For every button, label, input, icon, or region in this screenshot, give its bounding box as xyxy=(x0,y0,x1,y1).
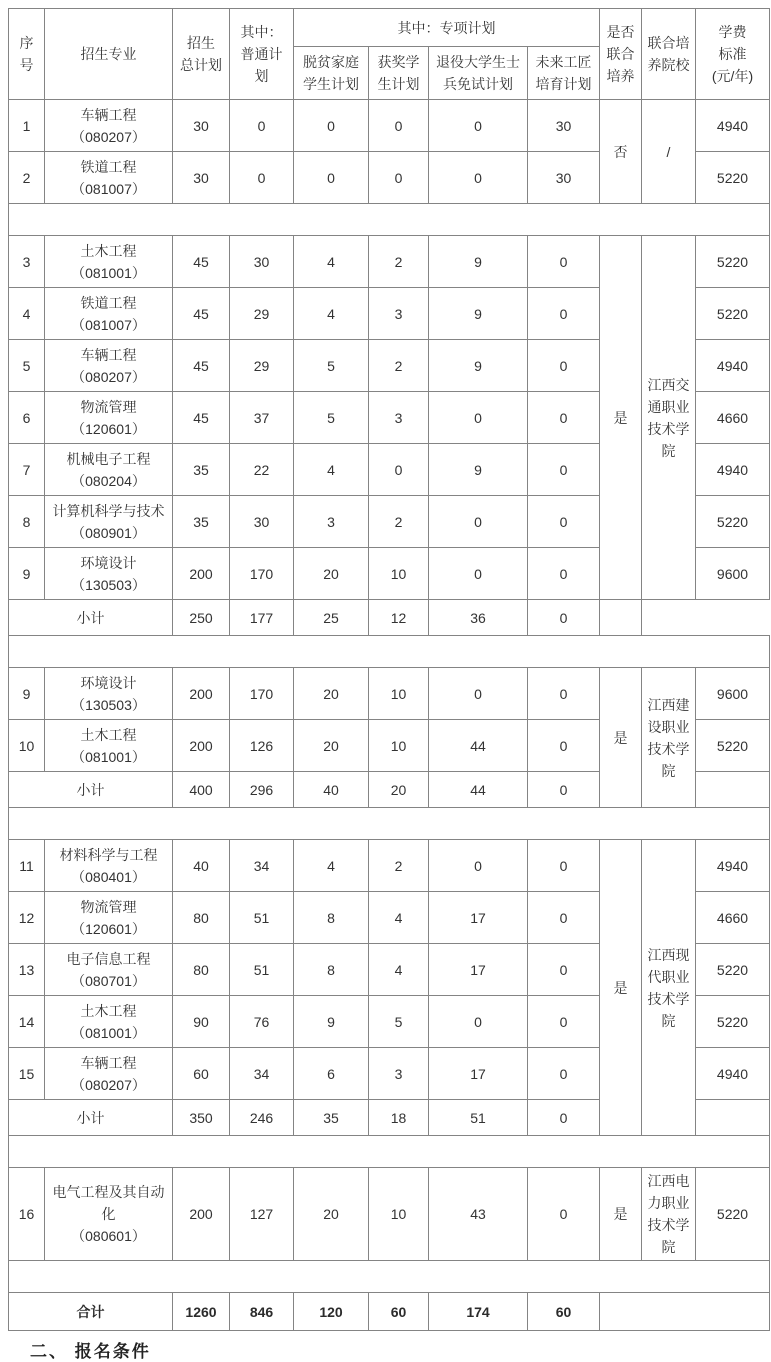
cell-joint: 是 xyxy=(600,668,642,808)
cell-serial: 6 xyxy=(9,392,45,444)
major-name: 土木工程 xyxy=(80,1002,137,1019)
cell-award: 10 xyxy=(369,1168,429,1261)
cell-veteran: 0 xyxy=(429,548,528,600)
cell-poverty: 8 xyxy=(294,944,369,996)
cell-craftsman: 0 xyxy=(528,288,600,340)
cell-craftsman: 0 xyxy=(528,1048,600,1100)
major-code: （080207） xyxy=(71,368,146,385)
cell-award: 10 xyxy=(369,720,429,772)
cell-serial: 9 xyxy=(9,548,45,600)
cell-veteran: 17 xyxy=(429,1048,528,1100)
cell-poverty: 4 xyxy=(294,236,369,288)
major-code: （081001） xyxy=(71,1024,146,1041)
cell-total: 35 xyxy=(173,496,230,548)
cell-joint-school: 江西现代职业技术学院 xyxy=(642,840,696,1136)
cell-award: 0 xyxy=(369,100,429,152)
major-name: 计算机科学与技术 xyxy=(52,502,165,519)
major-name: 电子信息工程 xyxy=(66,950,151,967)
cell-regular: 126 xyxy=(230,720,294,772)
major-name: 机械电子工程 xyxy=(66,450,151,467)
cell-poverty: 4 xyxy=(294,840,369,892)
cell-veteran: 9 xyxy=(429,444,528,496)
major-name: 铁道工程 xyxy=(80,158,137,175)
cell-poverty: 20 xyxy=(294,548,369,600)
cell-joint: 是 xyxy=(600,840,642,1136)
cell-award: 20 xyxy=(369,772,429,808)
table-row xyxy=(9,840,770,892)
header-major: 招生专业 xyxy=(45,9,173,100)
cell-joint: 是 xyxy=(600,1168,642,1261)
cell-craftsman: 0 xyxy=(528,1100,600,1136)
cell-award: 10 xyxy=(369,668,429,720)
cell-poverty: 35 xyxy=(294,1100,369,1136)
cell-award: 4 xyxy=(369,944,429,996)
header-award-plan: 获奖学 生计划 xyxy=(369,47,429,100)
cell-tuition: 5220 xyxy=(696,236,770,288)
cell-craftsman: 0 xyxy=(528,392,600,444)
major-name: 环境设计 xyxy=(80,554,137,571)
major-code: （080207） xyxy=(71,1076,146,1093)
cell-award: 12 xyxy=(369,600,429,636)
cell-poverty: 4 xyxy=(294,444,369,496)
spacer-cell xyxy=(9,1136,770,1168)
cell-award: 0 xyxy=(369,444,429,496)
cell-tuition: 5220 xyxy=(696,496,770,548)
cell-serial: 5 xyxy=(9,340,45,392)
cell-total: 45 xyxy=(173,392,230,444)
cell-craftsman: 0 xyxy=(528,1168,600,1261)
table-row xyxy=(9,100,770,152)
cell-major xyxy=(45,236,173,288)
cell-regular: 51 xyxy=(230,892,294,944)
major-name: 土木工程 xyxy=(80,242,137,259)
cell-total: 45 xyxy=(173,288,230,340)
cell-poverty: 0 xyxy=(294,100,369,152)
cell-total: 80 xyxy=(173,892,230,944)
cell-tuition: 4940 xyxy=(696,840,770,892)
header-tuition: 学费 标准 (元/年) xyxy=(696,9,770,100)
cell-craftsman: 30 xyxy=(528,152,600,204)
table-row xyxy=(9,668,770,720)
cell-poverty: 25 xyxy=(294,600,369,636)
cell-tuition: 5220 xyxy=(696,944,770,996)
major-code: （081001） xyxy=(71,748,146,765)
cell-tuition: 5220 xyxy=(696,720,770,772)
major-name: 车辆工程 xyxy=(80,1054,137,1071)
section-heading: 二、 报名条件 xyxy=(30,1342,151,1361)
cell-veteran: 36 xyxy=(429,600,528,636)
cell-total: 30 xyxy=(173,100,230,152)
cell-veteran: 9 xyxy=(429,340,528,392)
cell-award: 3 xyxy=(369,392,429,444)
cell-award: 2 xyxy=(369,496,429,548)
cell-award: 10 xyxy=(369,548,429,600)
cell-total: 350 xyxy=(173,1100,230,1136)
spacer-cell xyxy=(9,636,770,668)
cell-joint-school: 江西建设职业技术学院 xyxy=(642,668,696,808)
header-total-plan: 招生 总计划 xyxy=(173,9,230,100)
cell-veteran: 17 xyxy=(429,944,528,996)
cell-tuition: 5220 xyxy=(696,1168,770,1261)
cell-major xyxy=(45,444,173,496)
cell-regular: 296 xyxy=(230,772,294,808)
table-row xyxy=(9,1168,770,1261)
cell-serial: 10 xyxy=(9,720,45,772)
cell-tuition: 4940 xyxy=(696,444,770,496)
cell-regular: 127 xyxy=(230,1168,294,1261)
major-name: 物流管理 xyxy=(80,898,137,915)
cell-serial: 3 xyxy=(9,236,45,288)
subtotal-label: 小计 xyxy=(9,1100,173,1136)
cell-total: 60 xyxy=(173,1048,230,1100)
cell-craftsman: 0 xyxy=(528,496,600,548)
cell-craftsman: 0 xyxy=(528,600,600,636)
cell-major xyxy=(45,996,173,1048)
cell-veteran: 9 xyxy=(429,288,528,340)
cell-serial: 1 xyxy=(9,100,45,152)
cell-total: 35 xyxy=(173,444,230,496)
cell-craftsman: 0 xyxy=(528,668,600,720)
cell-award: 4 xyxy=(369,892,429,944)
cell-tuition: 5220 xyxy=(696,288,770,340)
cell-total: 1260 xyxy=(173,1293,230,1331)
cell-veteran: 0 xyxy=(429,840,528,892)
cell-major xyxy=(45,288,173,340)
cell-serial: 15 xyxy=(9,1048,45,1100)
spacer-cell xyxy=(9,808,770,840)
header-veteran-plan: 退役大学生士 兵免试计划 xyxy=(429,47,528,100)
cell-veteran: 44 xyxy=(429,772,528,808)
header-special-plans-group: 其中：专项计划 xyxy=(294,9,600,47)
cell-veteran: 0 xyxy=(429,100,528,152)
cell-award: 18 xyxy=(369,1100,429,1136)
cell-veteran: 44 xyxy=(429,720,528,772)
cell-regular: 170 xyxy=(230,668,294,720)
cell-craftsman: 0 xyxy=(528,444,600,496)
grand-total-label: 合计 xyxy=(9,1293,173,1331)
grand-total-row xyxy=(9,1293,770,1331)
cell-tuition: 4940 xyxy=(696,100,770,152)
cell-total: 200 xyxy=(173,1168,230,1261)
cell-total: 200 xyxy=(173,668,230,720)
cell-veteran: 17 xyxy=(429,892,528,944)
cell-poverty: 8 xyxy=(294,892,369,944)
cell-poverty: 5 xyxy=(294,340,369,392)
cell-regular: 0 xyxy=(230,100,294,152)
major-code: （080901） xyxy=(71,524,146,541)
major-name: 车辆工程 xyxy=(80,346,137,363)
major-code: （120601） xyxy=(71,920,146,937)
cell-veteran: 9 xyxy=(429,236,528,288)
cell-tuition: 5220 xyxy=(696,152,770,204)
cell-regular: 177 xyxy=(230,600,294,636)
cell-craftsman: 0 xyxy=(528,720,600,772)
cell-tuition: 5220 xyxy=(696,996,770,1048)
cell-regular: 37 xyxy=(230,392,294,444)
cell-craftsman: 0 xyxy=(528,840,600,892)
cell-joint-school: 江西交通职业技术学院 xyxy=(642,236,696,600)
cell-regular: 29 xyxy=(230,288,294,340)
cell-major xyxy=(45,100,173,152)
cell-award: 3 xyxy=(369,1048,429,1100)
cell-tuition: 9600 xyxy=(696,668,770,720)
spacer-row xyxy=(9,1261,770,1293)
cell-poverty: 20 xyxy=(294,1168,369,1261)
major-name: 电气工程及其自动化 xyxy=(52,1184,165,1222)
cell-joint: 否 xyxy=(600,100,642,204)
cell-poverty: 20 xyxy=(294,720,369,772)
cell-total: 200 xyxy=(173,548,230,600)
cell-poverty: 3 xyxy=(294,496,369,548)
header-craftsman-plan: 未来工匠 培育计划 xyxy=(528,47,600,100)
cell-tuition: 4660 xyxy=(696,892,770,944)
cell-poverty: 9 xyxy=(294,996,369,1048)
cell-regular: 22 xyxy=(230,444,294,496)
spacer-cell xyxy=(9,1261,770,1293)
cell-regular: 34 xyxy=(230,1048,294,1100)
cell-tuition: 4660 xyxy=(696,392,770,444)
cell-serial: 16 xyxy=(9,1168,45,1261)
cell-major xyxy=(45,720,173,772)
header-poverty-plan: 脱贫家庭 学生计划 xyxy=(294,47,369,100)
cell-serial: 11 xyxy=(9,840,45,892)
cell-serial: 8 xyxy=(9,496,45,548)
cell-craftsman: 0 xyxy=(528,236,600,288)
cell-serial: 7 xyxy=(9,444,45,496)
cell-joint-school: 江西电力职业技术学院 xyxy=(642,1168,696,1261)
cell-joint-school: / xyxy=(642,100,696,204)
cell-regular: 76 xyxy=(230,996,294,1048)
header-regular-plan: 其中： 普通计划 xyxy=(230,9,294,100)
major-code: （080207） xyxy=(71,128,146,145)
cell-award: 60 xyxy=(369,1293,429,1331)
cell-veteran: 0 xyxy=(429,996,528,1048)
cell-major xyxy=(45,1168,173,1261)
spacer-row xyxy=(9,636,770,668)
empty-cell xyxy=(600,1293,770,1331)
cell-major xyxy=(45,892,173,944)
cell-regular: 34 xyxy=(230,840,294,892)
major-code: （081007） xyxy=(71,316,146,333)
major-code: （081007） xyxy=(71,180,146,197)
major-code: （080204） xyxy=(71,472,146,489)
cell-craftsman: 0 xyxy=(528,944,600,996)
major-name: 土木工程 xyxy=(80,726,137,743)
cell-poverty: 20 xyxy=(294,668,369,720)
cell-total: 400 xyxy=(173,772,230,808)
major-name: 材料科学与工程 xyxy=(59,846,158,863)
cell-major xyxy=(45,496,173,548)
cell-poverty: 4 xyxy=(294,288,369,340)
cell-veteran: 51 xyxy=(429,1100,528,1136)
cell-major xyxy=(45,944,173,996)
cell-craftsman: 60 xyxy=(528,1293,600,1331)
cell-total: 250 xyxy=(173,600,230,636)
cell-regular: 846 xyxy=(230,1293,294,1331)
major-name: 车辆工程 xyxy=(80,106,137,123)
major-name: 铁道工程 xyxy=(80,294,137,311)
cell-veteran: 174 xyxy=(429,1293,528,1331)
cell-total: 45 xyxy=(173,340,230,392)
major-code: （130503） xyxy=(71,696,146,713)
cell-major xyxy=(45,340,173,392)
subtotal-label: 小计 xyxy=(9,772,173,808)
cell-total: 90 xyxy=(173,996,230,1048)
cell-total: 45 xyxy=(173,236,230,288)
cell-poverty: 40 xyxy=(294,772,369,808)
cell-regular: 30 xyxy=(230,496,294,548)
cell-total: 80 xyxy=(173,944,230,996)
cell-craftsman: 30 xyxy=(528,100,600,152)
empty-cell xyxy=(600,600,642,636)
cell-veteran: 0 xyxy=(429,668,528,720)
cell-tuition: 4940 xyxy=(696,1048,770,1100)
cell-poverty: 0 xyxy=(294,152,369,204)
cell-craftsman: 0 xyxy=(528,340,600,392)
cell-serial: 4 xyxy=(9,288,45,340)
cell-joint: 是 xyxy=(600,236,642,600)
cell-award: 2 xyxy=(369,840,429,892)
cell-total: 40 xyxy=(173,840,230,892)
header-joint-training: 是否 联合 培养 xyxy=(600,9,642,100)
spacer-row xyxy=(9,808,770,840)
cell-serial: 14 xyxy=(9,996,45,1048)
cell-award: 0 xyxy=(369,152,429,204)
major-code: （080601） xyxy=(71,1228,146,1244)
cell-award: 2 xyxy=(369,236,429,288)
header-serial: 序号 xyxy=(9,9,45,100)
cell-serial: 13 xyxy=(9,944,45,996)
cell-veteran: 0 xyxy=(429,152,528,204)
cell-major xyxy=(45,840,173,892)
cell-craftsman: 0 xyxy=(528,996,600,1048)
cell-craftsman: 0 xyxy=(528,548,600,600)
empty-cell xyxy=(696,772,770,808)
spacer-row xyxy=(9,204,770,236)
cell-major xyxy=(45,548,173,600)
major-code: （080701） xyxy=(71,972,146,989)
subtotal-row xyxy=(9,600,770,636)
spacer-cell xyxy=(9,204,770,236)
cell-regular: 51 xyxy=(230,944,294,996)
major-name: 环境设计 xyxy=(80,674,137,691)
major-code: （081001） xyxy=(71,264,146,281)
cell-total: 200 xyxy=(173,720,230,772)
cell-award: 3 xyxy=(369,288,429,340)
cell-poverty: 6 xyxy=(294,1048,369,1100)
cell-award: 2 xyxy=(369,340,429,392)
major-name: 物流管理 xyxy=(80,398,137,415)
spacer-row xyxy=(9,1136,770,1168)
subtotal-label: 小计 xyxy=(9,600,173,636)
cell-major xyxy=(45,668,173,720)
header-joint-school: 联合培 养院校 xyxy=(642,9,696,100)
cell-regular: 30 xyxy=(230,236,294,288)
cell-regular: 170 xyxy=(230,548,294,600)
header-row-top xyxy=(9,9,770,47)
cell-serial: 9 xyxy=(9,668,45,720)
cell-craftsman: 0 xyxy=(528,772,600,808)
cell-major xyxy=(45,392,173,444)
enrollment-plan-table xyxy=(8,8,770,1331)
major-code: （120601） xyxy=(71,420,146,437)
cell-total: 30 xyxy=(173,152,230,204)
table-row xyxy=(9,236,770,288)
cell-poverty: 120 xyxy=(294,1293,369,1331)
cell-serial: 2 xyxy=(9,152,45,204)
cell-major xyxy=(45,1048,173,1100)
cell-tuition: 4940 xyxy=(696,340,770,392)
cell-veteran: 0 xyxy=(429,392,528,444)
cell-regular: 0 xyxy=(230,152,294,204)
cell-regular: 246 xyxy=(230,1100,294,1136)
major-code: （130503） xyxy=(71,576,146,593)
cell-poverty: 5 xyxy=(294,392,369,444)
cell-major xyxy=(45,152,173,204)
cell-craftsman: 0 xyxy=(528,892,600,944)
cell-veteran: 0 xyxy=(429,496,528,548)
empty-cell xyxy=(696,1100,770,1136)
cell-tuition: 9600 xyxy=(696,548,770,600)
cell-serial: 12 xyxy=(9,892,45,944)
cell-regular: 29 xyxy=(230,340,294,392)
major-code: （080401） xyxy=(71,868,146,885)
cell-award: 5 xyxy=(369,996,429,1048)
cell-veteran: 43 xyxy=(429,1168,528,1261)
